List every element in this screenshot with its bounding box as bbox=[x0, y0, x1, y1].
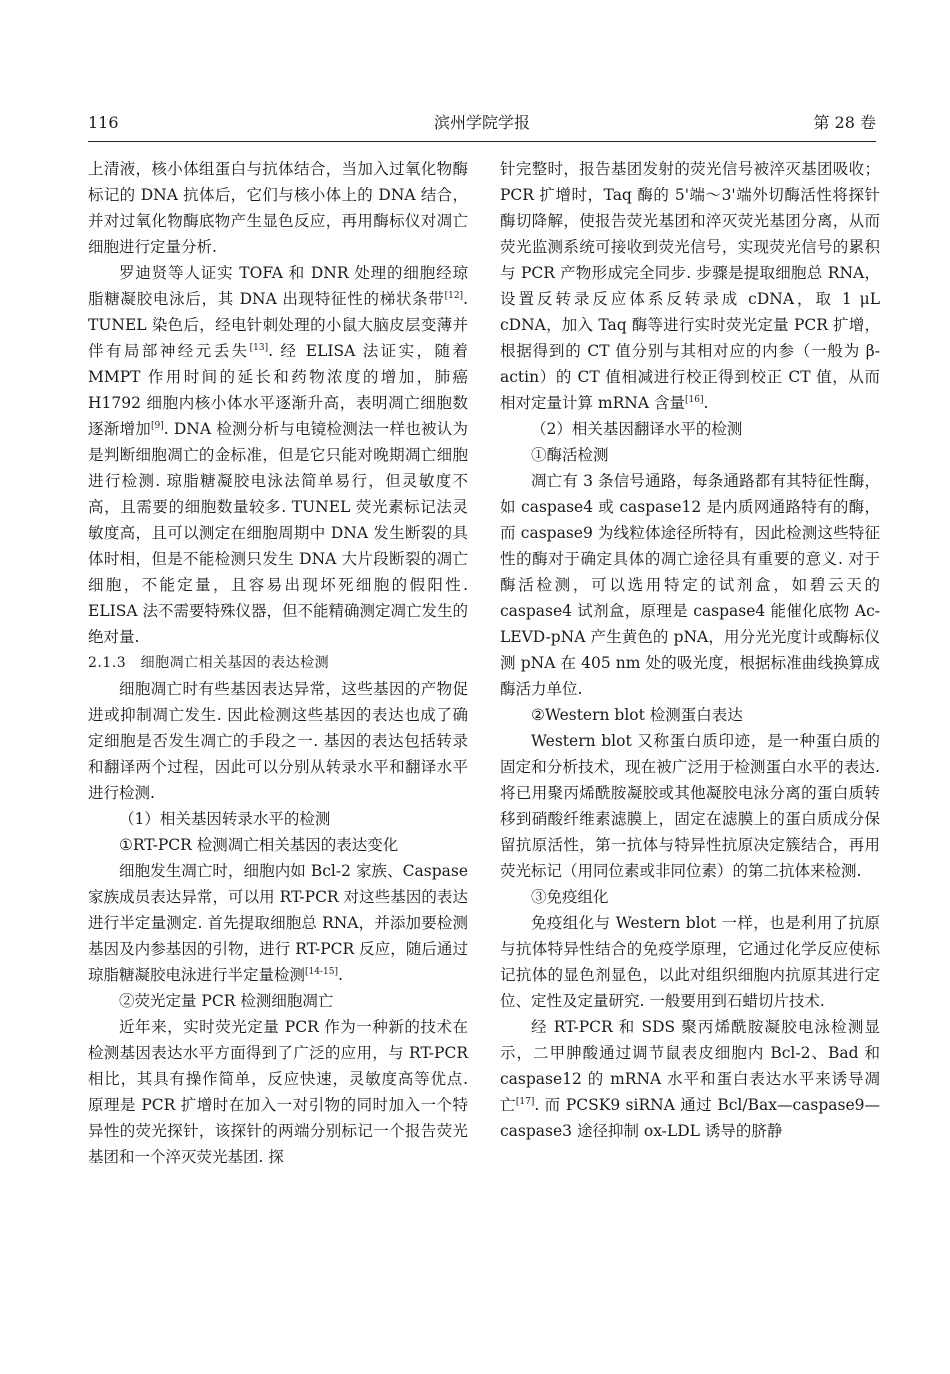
paragraph: 上清液，核小体组蛋白与抗体结合，当加入过氧化物酶标记的 DNA 抗体后，它们与核小体上的 DNA 结合，并对过氧化物酶底物产生显色反应，再用酶标仪对凋亡细胞进行定量分析. bbox=[88, 160, 468, 256]
citation: [12] bbox=[444, 290, 464, 301]
citation: [13] bbox=[249, 342, 269, 353]
paragraph bbox=[500, 156, 880, 416]
paragraph bbox=[500, 1014, 880, 1144]
paragraph: 近年来，实时荧光定量 PCR 作为一种新的技术在检测基因表达水平方面得到了广泛的应用，与 RT-PCR 相比，其具有操作简单，反应快速，灵敏度高等优点. 原理是 PCR 扩增时在加入一对引物的同时加入一个特异性的荧光探针，该探针的两端分别标记一个报告荧光基团和一个淬灭荧光基团. 探 bbox=[88, 1018, 468, 1166]
paragraph bbox=[88, 858, 468, 988]
text-run: . 而 PCSK9 siRNA 通过 Bcl/Bax—caspase9—caspase3 途径抑制 ox-LDL 诱导的脐静 bbox=[500, 1096, 880, 1140]
paragraph: 细胞凋亡时有些基因表达异常，这些基因的产物促进或抑制凋亡发生. 因此检测这些基因的表达也成了确定细胞是否发生凋亡的手段之一. 基因的表达包括转录和翻译两个过程，因此可以分别从转录水平和翻译水平进行检测. bbox=[88, 680, 468, 802]
paragraph: Western blot 又称蛋白质印迹，是一种蛋白质的固定和分析技术，现在被广泛用于检测蛋白水平的表达. 将已用聚丙烯酰胺凝胶或其他凝胶电泳分离的蛋白质转移到硝酸纤维素滤膜上，固定在滤膜上的蛋白质成分保留抗原活性，第一抗体与特异性抗原决定簇结合，再用荧光标记（用同位素或非同位素）的第二抗体来检测. bbox=[500, 732, 880, 880]
running-header bbox=[88, 112, 876, 138]
subheading: ②Western blot 检测蛋白表达 bbox=[531, 706, 743, 724]
section-heading: 2.1.3 细胞凋亡相关基因的表达检测 bbox=[88, 655, 330, 671]
citation: [14-15] bbox=[305, 966, 338, 977]
journal-title: 滨州学院学报 bbox=[433, 113, 530, 132]
subheading: ②荧光定量 PCR 检测细胞凋亡 bbox=[119, 992, 334, 1010]
text-run: 罗迪贤等人证实 TOFA 和 DNR 处理的细胞经琼脂糖凝胶电泳后，其 DNA 出现特征性的梯状条带 bbox=[88, 264, 468, 308]
paragraph: 凋亡有 3 条信号通路，每条通路都有其特征性酶，如 caspase4 或 caspase12 是内质网通路特有的酶，而 caspase9 为线粒体途径所特有，因此检测这些特征性的酶对于确定具体的凋亡途径具有重要的意义. 对于酶活检测，可以选用特定的试剂盒，如碧云天的 caspase4 试剂盒，原理是 caspase4 能催化底物 Ac-LEVD-pNA 产生黄色的 pNA，用分光光度计或酶标仪测 pNA 在 405 nm 处的吸光度，根据标准曲线换算成酶活力单位. bbox=[500, 472, 880, 698]
citation: [17] bbox=[515, 1096, 535, 1107]
page-number: 116 bbox=[88, 113, 119, 132]
volume-label: 第 28 卷 bbox=[813, 113, 876, 132]
header-rule bbox=[88, 141, 876, 142]
subheading: ①RT-PCR 检测凋亡相关基因的表达变化 bbox=[119, 836, 399, 854]
text-run: . 经 ELISA 法证实，随着 MMPT 作用时间的延长和药物浓度的增加，肺癌 H1792 细胞内核小体水平逐渐升高，表明凋亡细胞数逐渐增加 bbox=[88, 342, 468, 438]
text-run: 细胞发生凋亡时，细胞内如 Bcl-2 家族、Caspase 家族成员表达异常，可以用 RT-PCR 对这些基因的表达进行半定量测定. 首先提取细胞总 RNA，并添加要检测基因及内参基因的引物，进行 RT-PCR 反应，随后通过琼脂糖凝胶电泳进行半定量检测 bbox=[88, 862, 468, 984]
subheading: （1）相关基因转录水平的检测 bbox=[119, 810, 331, 828]
left-column bbox=[88, 156, 468, 1170]
subheading: ①酶活检测 bbox=[531, 446, 609, 464]
text-run: . bbox=[337, 966, 343, 984]
citation: [16] bbox=[684, 394, 704, 405]
text-run: . TUNEL 染色后，经电针刺处理的小鼠大脑皮层变薄并伴有局部神经元丢失 bbox=[88, 290, 468, 360]
text-run: . DNA 检测分析与电镜检测法一样也被认为是判断细胞凋亡的金标准，但是它只能对晚期凋亡细胞进行检测. 琼脂糖凝胶电泳法简单易行，但灵敏度不高，且需要的细胞数量较多. TUNEL 荧光素标记法灵敏度高，且可以测定在细胞周期中 DNA 发生断裂的具体时相，但是不能检测只发生 DNA 大片段断裂的凋亡细胞，不能定量，且容易出现坏死细胞的假阳性. ELISA 法不需要特殊仪器，但不能精确测定凋亡发生的绝对量. bbox=[88, 420, 468, 646]
subheading: ③免疫组化 bbox=[531, 888, 609, 906]
subheading: （2）相关基因翻译水平的检测 bbox=[531, 420, 743, 438]
text-run: 经 RT-PCR 和 SDS 聚丙烯酰胺凝胶电泳检测显示，二甲胂酸通过调节鼠表皮细胞内 Bcl-2、Bad 和 caspase12 的 mRNA 水平和蛋白表达水平来诱导凋亡 bbox=[500, 1018, 880, 1114]
text-run: . bbox=[703, 394, 709, 412]
right-column bbox=[500, 156, 880, 1144]
text-run: 针完整时，报告基团发射的荧光信号被淬灭基团吸收；PCR 扩增时，Taq 酶的 5'端～3'端外切酶活性将探针酶切降解，使报告荧光基团和淬灭荧光基团分离，从而荧光监测系统可接收到荧光信号，实现荧光信号的累积与 PCR 产物形成完全同步. 步骤是提取细胞总 RNA，设置反转录反应体系反转录成 cDNA，取 1 μL cDNA，加入 Taq 酶等进行实时荧光定量 PCR 扩增，根据得到的 CT 值分别与其相对应的内参（一般为 β-actin）的 CT 值相减进行校正得到校正 CT 值，从而相对定量计算 mRNA 含量 bbox=[500, 160, 880, 412]
citation: [9] bbox=[151, 420, 164, 431]
paragraph bbox=[88, 260, 468, 650]
paragraph: 免疫组化与 Western blot 一样，也是利用了抗原与抗体特异性结合的免疫学原理，它通过化学反应使标记抗体的显色剂显色，以此对组织细胞内抗原其进行定位、定性及定量研究. 一般要用到石蜡切片技术. bbox=[500, 914, 880, 1010]
